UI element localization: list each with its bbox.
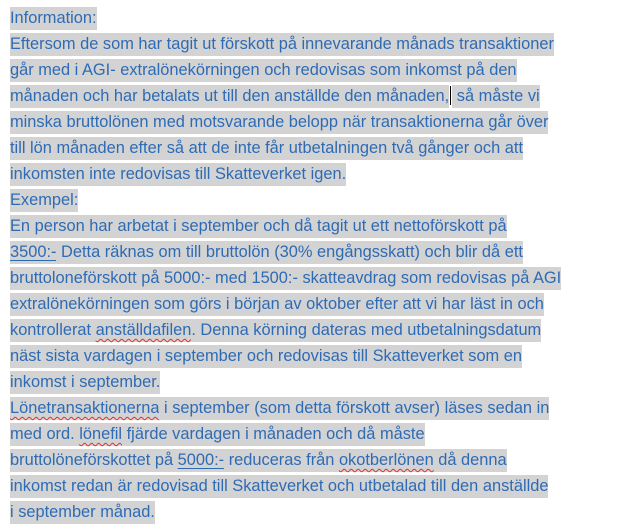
underlined-amount: 5000:- [178,449,224,472]
paragraph-text: inkomst redan är redovisad till Skatteverket och utbetalad till den anställde [10,475,548,498]
paragraph-text: inkomsten inte redovisas till Skatteverket igen. [10,163,346,186]
text-line [10,291,616,317]
text-line [10,343,616,369]
text-line [10,31,616,57]
paragraph-text: näst sista vardagen i september och redovisas till Skatteverket som en [10,345,522,368]
text-line [10,83,616,109]
paragraph-text: extralönekörningen som görs i början av oktober efter att vi har läst in och [10,293,544,316]
text-line [10,421,616,447]
heading-example: Exempel: [10,189,78,212]
spellcheck-word: Lönetransaktionerna [10,397,159,420]
paragraph-text: till lön månaden efter så att de inte får utbetalningen två gånger och att [10,137,523,160]
text-line [10,161,616,187]
paragraph-text: i september månad. [10,501,155,524]
underlined-amount: 3500:- [10,241,56,264]
heading-example-line [10,187,616,213]
paragraph-text: inkomst i september. [10,371,160,394]
paragraph-text: i september (som detta förskott avser) läses sedan in [159,397,549,420]
spellcheck-word: okotberlönen [339,449,434,472]
paragraph-text: så måste vi [452,85,539,108]
text-line [10,109,616,135]
paragraph-text: då denna [434,449,507,472]
document-body[interactable] [10,5,616,525]
text-line [10,239,616,265]
paragraph-text: fjärde vardagen i månaden och då måste [122,423,425,446]
paragraph-text: Eftersom de som har tagit ut förskott på innevarande månads transaktioner [10,33,554,56]
text-line [10,265,616,291]
paragraph-text: En person har arbetat i september och då tagit ut ett nettoförskott på [10,215,507,238]
heading-information: Information: [10,7,97,30]
text-line [10,369,616,395]
paragraph-text: minska bruttolönen med motsvarande belopp när transaktionerna går över [10,111,548,134]
text-line [10,135,616,161]
text-line [10,213,616,239]
paragraph-text: . Denna körning dateras med utbetalningsdatum [191,319,541,342]
text-line [10,395,616,421]
paragraph-text: Detta räknas om till bruttolön (30% engångsskatt) och blir då ett [56,241,522,264]
paragraph-text: bruttoloneförskott på 5000:- med 1500:- skatteavdrag som redovisas på AGI [10,267,561,290]
paragraph-text: går med i AGI- extralönekörningen och redovisas som inkomst på den [10,59,517,82]
spellcheck-word: lönefil [79,423,122,446]
spellcheck-word: anställdafilen [96,319,192,342]
paragraph-text: med ord. [10,423,79,446]
heading-information-line [10,5,616,31]
paragraph-text: månaden och har betalats ut till den anställde den månaden, [10,85,449,108]
paragraph-text: bruttolöneförskottet på [10,449,178,472]
text-line [10,317,616,343]
text-line [10,499,616,525]
text-line [10,473,616,499]
text-line [10,447,616,473]
paragraph-text: kontrollerat [10,319,96,342]
paragraph-text: reduceras från [224,449,339,472]
text-line [10,57,616,83]
